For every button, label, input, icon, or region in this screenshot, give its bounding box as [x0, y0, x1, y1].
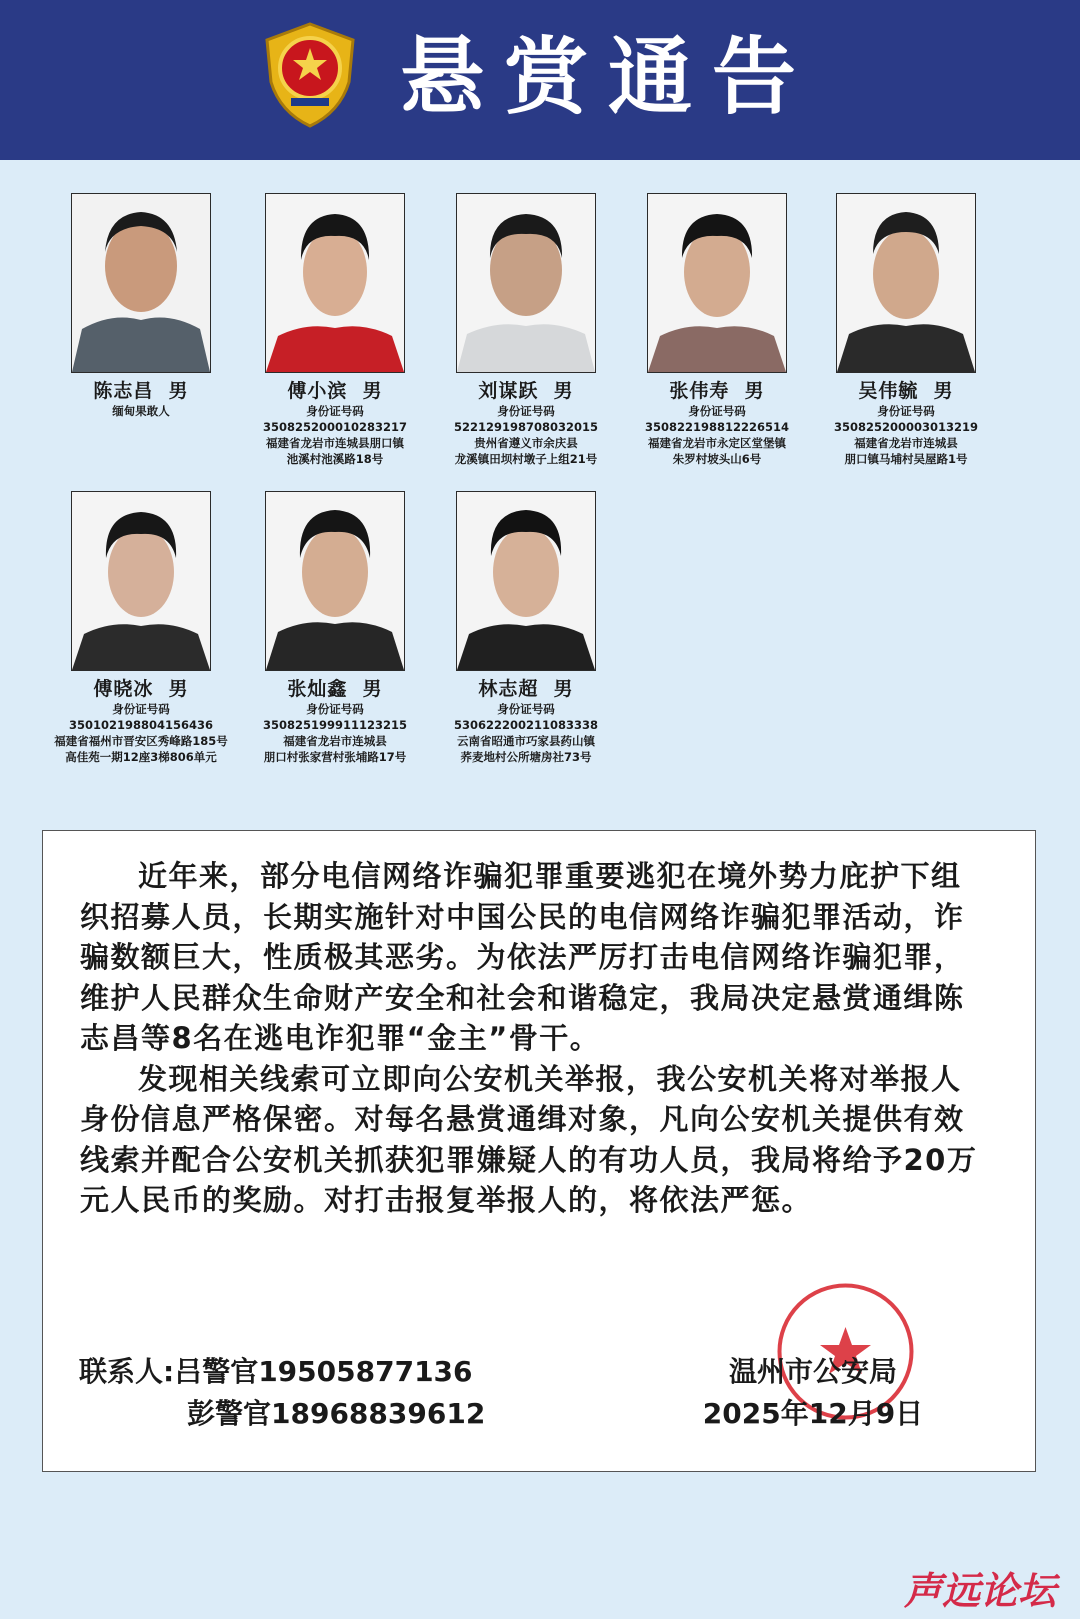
notice-box — [42, 830, 1036, 1472]
person-gender: 男 — [168, 678, 189, 700]
person-address: 龙溪镇田坝村墩子上组21号 — [454, 452, 598, 466]
person-address: 云南省昭通市巧家县药山镇 — [457, 734, 595, 748]
person-gender: 男 — [553, 380, 574, 402]
person-id-number: 350822198812226514 — [644, 420, 790, 434]
person-address: 贵州省遵义市余庆县 — [474, 436, 578, 450]
person-info-line: 身份证号码 — [306, 702, 364, 716]
police-emblem-icon — [255, 20, 365, 130]
person-gender: 男 — [744, 380, 765, 402]
issuer-name: 温州市公安局 — [728, 1355, 897, 1388]
forum-watermark: 声远论坛 — [903, 1569, 1056, 1613]
person-address: 福建省福州市晋安区秀峰路185号 — [54, 734, 228, 748]
person-address: 朋口镇马埔村吴屋路1号 — [844, 452, 968, 466]
portrait-icon — [457, 492, 595, 670]
contact-phone: 吕警官19505877136 — [174, 1355, 473, 1388]
wanted-person-card — [46, 491, 236, 765]
person-id-number: 522129198708032015 — [453, 420, 599, 434]
person-info-line: 缅甸果敢人 — [112, 404, 170, 418]
portrait-icon — [837, 194, 975, 372]
person-info-line: 身份证号码 — [877, 404, 935, 418]
portrait-photo — [456, 193, 596, 373]
wanted-person-card — [240, 193, 430, 467]
person-address: 福建省龙岩市连城县 — [854, 436, 958, 450]
person-info-line: 身份证号码 — [497, 404, 555, 418]
person-gender: 男 — [362, 380, 383, 402]
person-address: 高佳苑一期12座3梯806单元 — [65, 750, 217, 764]
portrait-photo — [647, 193, 787, 373]
person-address: 荞麦地村公所塘房社73号 — [460, 750, 592, 764]
wanted-person-card — [431, 491, 621, 765]
portrait-icon — [457, 194, 595, 372]
person-name: 吴伟毓 — [858, 380, 919, 402]
person-address: 池溪村池溪路18号 — [286, 452, 384, 466]
person-name: 张伟寿 — [669, 380, 730, 402]
issue-date: 2025年12月9日 — [702, 1397, 924, 1430]
notice-paragraph: 发现相关线索可立即向公安机关举报，我公安机关将对举报人身份信息严格保密。对每名悬赏通缉对象，凡向公安机关提供有效线索并配合公安机关抓获犯罪嫌疑人的有功人员，我局将给予20万元人民币的奖励。对打击报复举报人的，将依法严惩。 — [80, 1061, 978, 1217]
header-banner — [0, 0, 1080, 160]
notice-paragraph: 近年来，部分电信网络诈骗犯罪重要逃犯在境外势力庇护下组织招募人员，长期实施针对中国公民的电信网络诈骗犯罪活动，诈骗数额巨大，性质极其恶劣。为依法严厉打击电信网络诈骗犯罪，维护人民群众生命财产安全和社会和谐稳定，我局决定悬赏通缉陈志昌等8名在逃电诈犯罪“金主”骨干。 — [80, 859, 965, 1055]
portrait-photo — [71, 491, 211, 671]
portrait-photo — [456, 491, 596, 671]
person-info-line: 身份证号码 — [112, 702, 170, 716]
wanted-person-card — [622, 193, 812, 467]
portrait-icon — [72, 492, 210, 670]
notice-body — [80, 856, 980, 1221]
portrait-icon — [266, 194, 404, 372]
person-name: 张灿鑫 — [287, 678, 348, 700]
person-gender: 男 — [933, 380, 954, 402]
person-gender: 男 — [362, 678, 383, 700]
portrait-photo — [71, 193, 211, 373]
contact-label: 联系人: — [79, 1355, 175, 1388]
person-info-line: 身份证号码 — [497, 702, 555, 716]
person-gender: 男 — [553, 678, 574, 700]
portrait-photo — [265, 491, 405, 671]
wanted-person-card — [431, 193, 621, 467]
person-gender: 男 — [168, 380, 189, 402]
person-address: 福建省龙岩市连城县 — [283, 734, 387, 748]
person-address: 朋口村张家营村张埔路17号 — [263, 750, 407, 764]
person-info-line: 身份证号码 — [306, 404, 364, 418]
person-id-number: 350825200003013219 — [833, 420, 979, 434]
person-id-number: 350825199911123215 — [262, 718, 408, 732]
person-name: 傅小滨 — [287, 380, 348, 402]
portrait-icon — [648, 194, 786, 372]
person-id-number: 350825200010283217 — [262, 420, 408, 434]
person-address: 福建省龙岩市连城县朋口镇 — [266, 436, 404, 450]
wanted-person-card — [240, 491, 430, 765]
person-address: 福建省龙岩市永定区堂堡镇 — [648, 436, 786, 450]
person-address: 朱罗村坡头山6号 — [672, 452, 762, 466]
portrait-icon — [266, 492, 404, 670]
portrait-photo — [836, 193, 976, 373]
person-name: 傅晓冰 — [93, 678, 154, 700]
person-name: 刘谋跃 — [478, 380, 539, 402]
contact-phone: 彭警官18968839612 — [187, 1397, 486, 1430]
issuer-block — [683, 1351, 943, 1435]
wanted-person-card — [46, 193, 236, 419]
person-id-number: 350102198804156436 — [68, 718, 214, 732]
person-info-line: 身份证号码 — [688, 404, 746, 418]
portrait-icon — [72, 194, 210, 372]
page-title: 悬赏通告 — [400, 28, 817, 126]
person-name: 陈志昌 — [93, 380, 154, 402]
wanted-person-card — [811, 193, 1001, 467]
person-id-number: 530622200211083338 — [453, 718, 599, 732]
portrait-photo — [265, 193, 405, 373]
person-name: 林志超 — [478, 678, 539, 700]
contact-block — [79, 1351, 539, 1435]
